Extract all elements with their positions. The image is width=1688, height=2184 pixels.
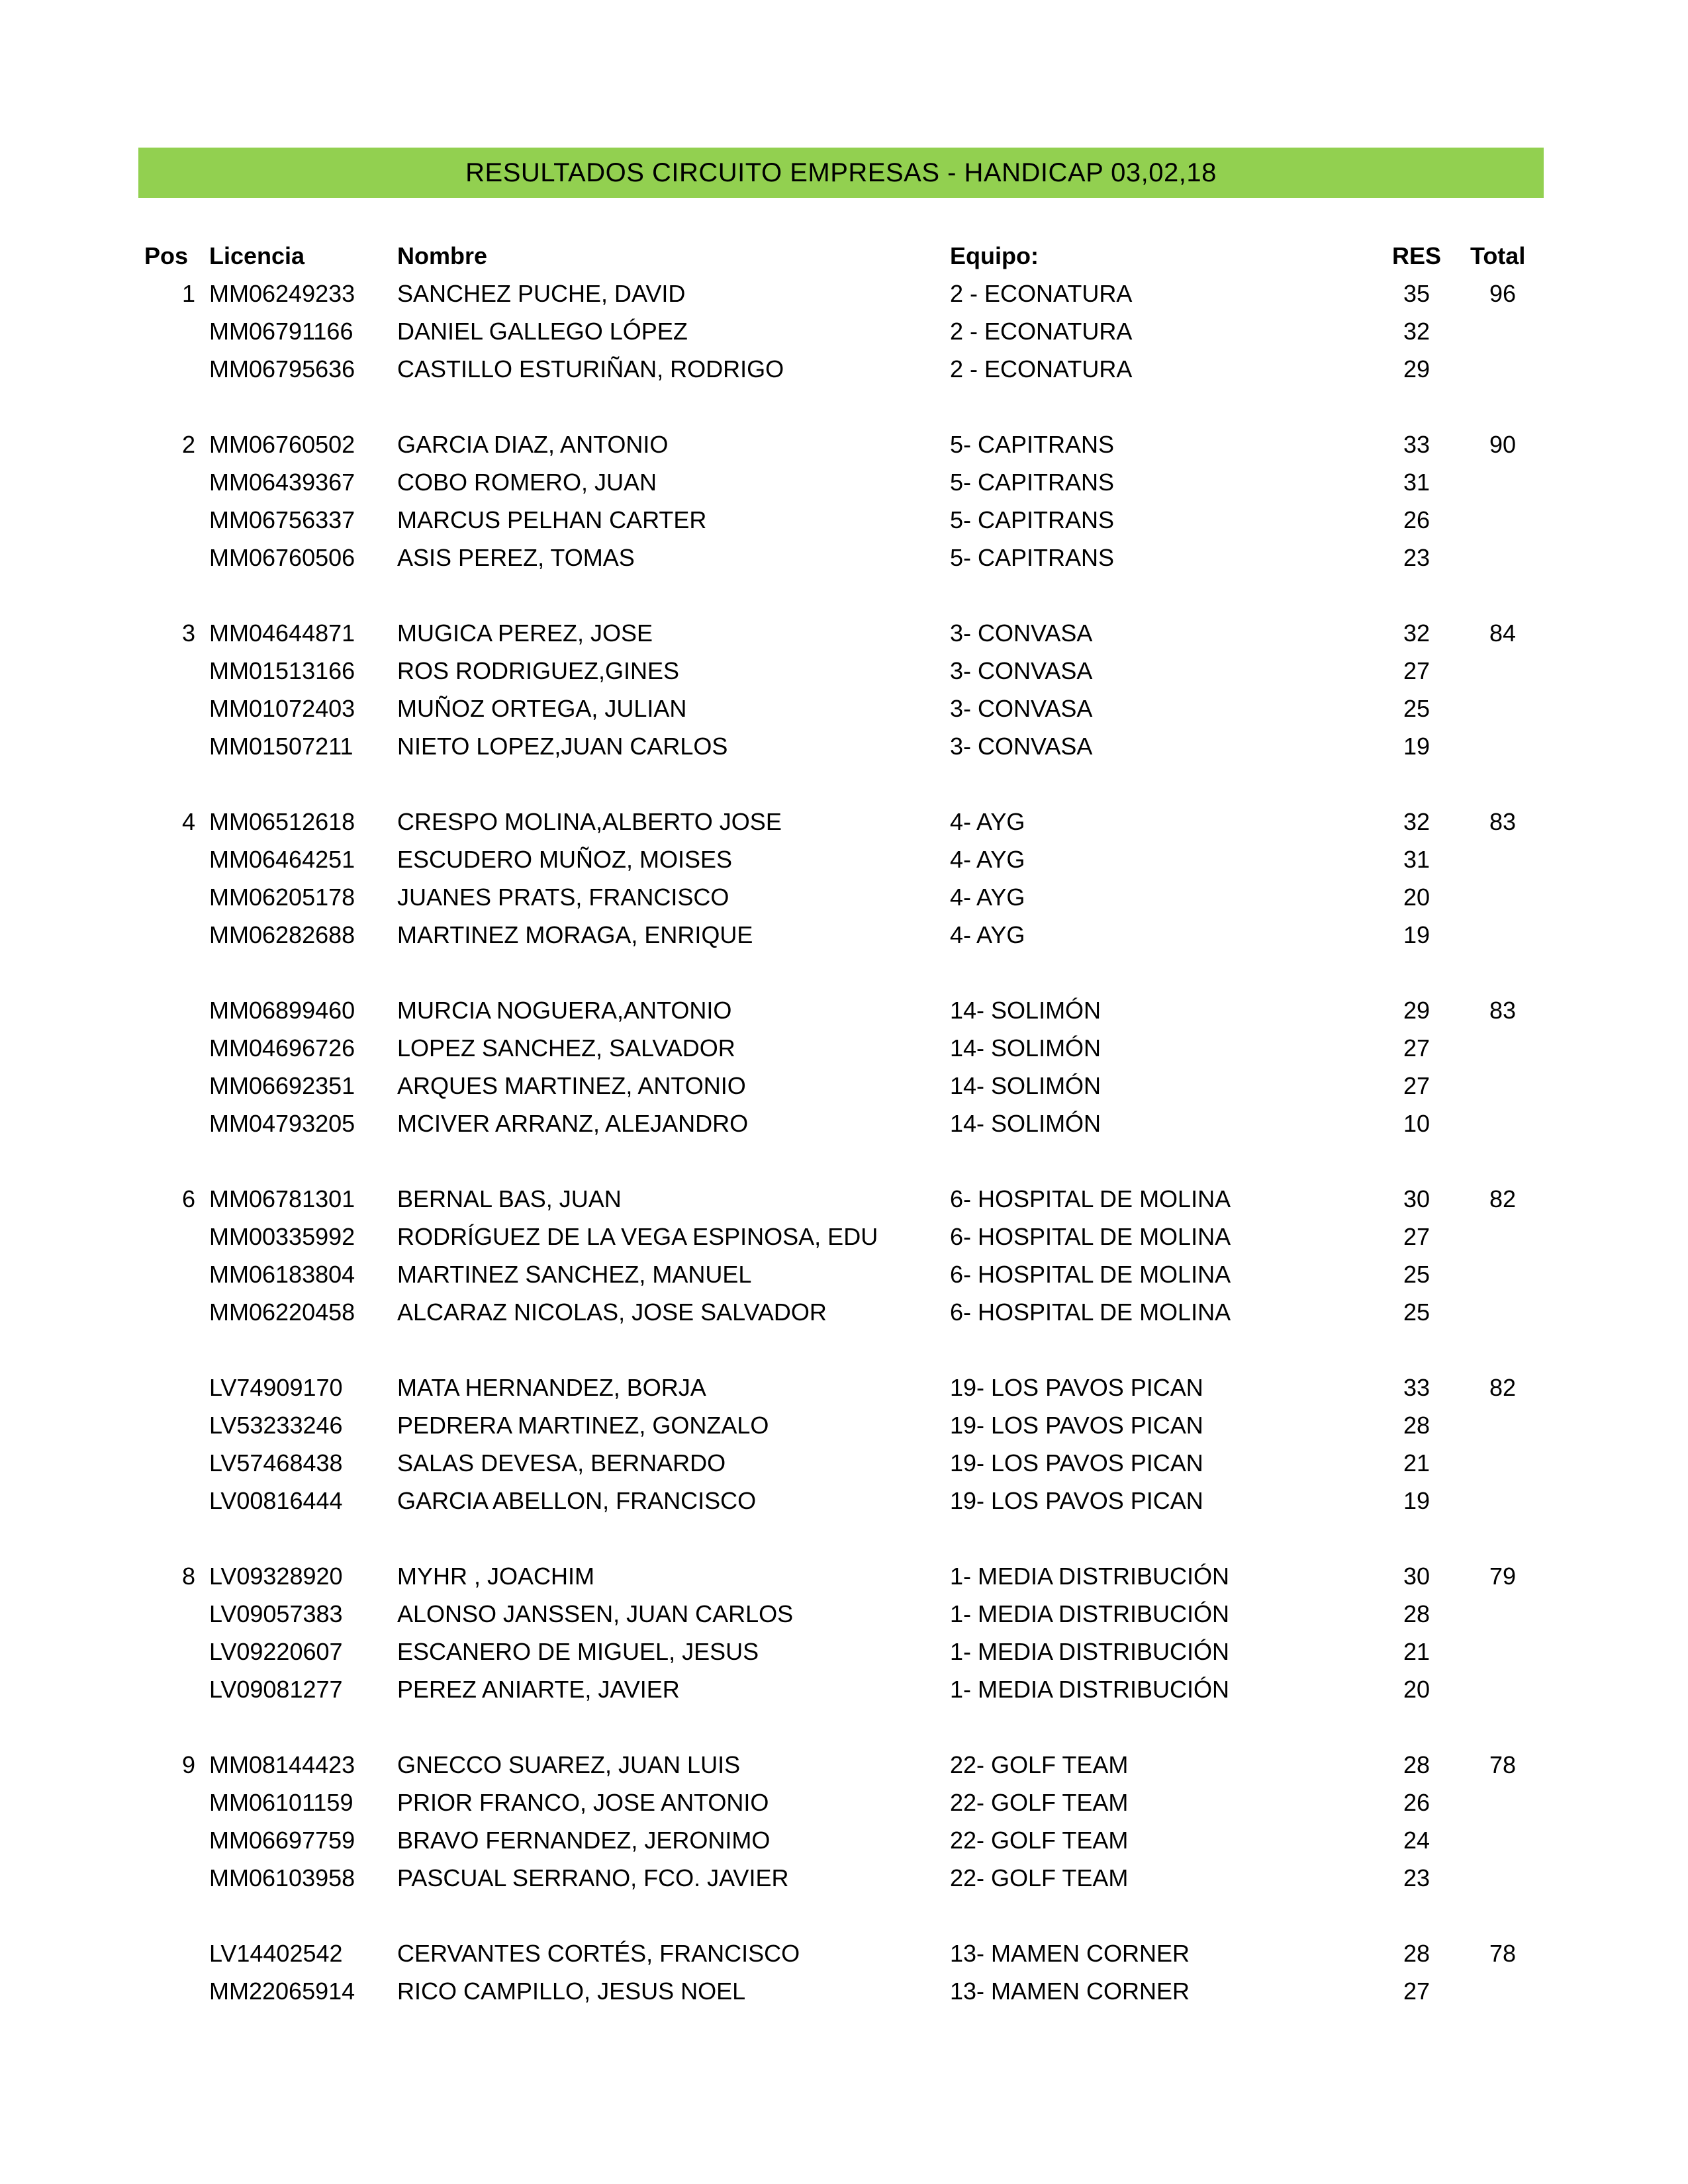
table-row [0,1406,1688,1444]
cell-licencia: MM06103958 [209,1864,355,1891]
cell-equipo: 5- CAPITRANS [950,431,1115,458]
cell-res: 31 [1403,846,1430,873]
cell-equipo: 14- SOLIMÓN [950,1034,1102,1062]
cell-nombre: ALONSO JANSSEN, JUAN CARLOS [397,1600,794,1627]
cell-equipo: 5- CAPITRANS [950,506,1115,533]
table-row [0,1670,1688,1708]
cell-equipo: 19- LOS PAVOS PICAN [950,1374,1203,1401]
table-row [0,1784,1688,1821]
cell-nombre: COBO ROMERO, JUAN [397,469,657,496]
cell-nombre: MARCUS PELHAN CARTER [397,506,707,533]
table-row [0,614,1688,652]
cell-res: 28 [1403,1600,1430,1627]
table-row [0,991,1688,1029]
cell-nombre: CRESPO MOLINA,ALBERTO JOSE [397,808,782,835]
cell-nombre: MCIVER ARRANZ, ALEJANDRO [397,1110,749,1137]
cell-licencia: MM06781301 [209,1185,355,1212]
cell-equipo: 14- SOLIMÓN [950,1072,1102,1099]
cell-res: 32 [1403,619,1430,647]
cell-licencia: MM06512618 [209,808,355,835]
cell-equipo: 1- MEDIA DISTRIBUCIÓN [950,1600,1230,1627]
table-row [0,803,1688,841]
cell-total: 79 [1489,1563,1517,1590]
table-row [0,1218,1688,1255]
cell-equipo: 19- LOS PAVOS PICAN [950,1487,1203,1514]
cell-equipo: 1- MEDIA DISTRIBUCIÓN [950,1676,1230,1703]
cell-equipo: 19- LOS PAVOS PICAN [950,1449,1203,1477]
cell-nombre: MYHR , JOACHIM [397,1563,595,1590]
cell-licencia: MM01072403 [209,695,355,722]
cell-equipo: 14- SOLIMÓN [950,1110,1102,1137]
cell-nombre: PASCUAL SERRANO, FCO. JAVIER [397,1864,789,1891]
table-row [0,1633,1688,1670]
cell-res: 23 [1403,1864,1430,1891]
table-row [0,878,1688,916]
cell-equipo: 5- CAPITRANS [950,544,1115,571]
cell-pos: 3 [181,619,195,647]
page-title-bar [138,148,1544,198]
cell-res: 32 [1403,808,1430,835]
cell-res: 25 [1403,1261,1430,1288]
cell-res: 28 [1403,1412,1430,1439]
cell-res: 27 [1403,1978,1430,2005]
cell-nombre: RODRÍGUEZ DE LA VEGA ESPINOSA, EDU [397,1223,878,1250]
table-row [0,275,1688,312]
header-pos: Pos [144,242,189,269]
cell-nombre: PEREZ ANIARTE, JAVIER [397,1676,680,1703]
cell-licencia: LV09057383 [209,1600,343,1627]
cell-equipo: 22- GOLF TEAM [950,1789,1129,1816]
cell-total: 82 [1489,1374,1517,1401]
cell-equipo: 22- GOLF TEAM [950,1751,1129,1778]
cell-nombre: ROS RODRIGUEZ,GINES [397,657,680,684]
cell-total: 83 [1489,808,1517,835]
table-row [0,1859,1688,1897]
table-row [0,1105,1688,1142]
cell-nombre: ESCUDERO MUÑOZ, MOISES [397,846,733,873]
cell-pos: 6 [181,1185,195,1212]
cell-pos: 4 [181,808,195,835]
header-equipo: Equipo: [950,242,1039,269]
cell-licencia: MM06220458 [209,1298,355,1326]
cell-res: 27 [1403,1034,1430,1062]
cell-equipo: 4- AYG [950,921,1025,948]
table-row [0,463,1688,501]
cell-licencia: LV09081277 [209,1676,343,1703]
cell-nombre: MARTINEZ MORAGA, ENRIQUE [397,921,753,948]
table-row [0,841,1688,878]
cell-licencia: MM22065914 [209,1978,355,2005]
cell-licencia: MM01507211 [209,733,353,760]
cell-res: 25 [1403,1298,1430,1326]
cell-res: 20 [1403,1676,1430,1703]
cell-licencia: LV09220607 [209,1638,343,1665]
cell-licencia: MM00335992 [209,1223,355,1250]
cell-nombre: SALAS DEVESA, BERNARDO [397,1449,726,1477]
cell-licencia: MM06760506 [209,544,355,571]
cell-total: 78 [1489,1940,1517,1967]
cell-total: 83 [1489,997,1517,1024]
cell-res: 33 [1403,431,1430,458]
cell-licencia: MM06692351 [209,1072,355,1099]
cell-licencia: MM06183804 [209,1261,355,1288]
cell-res: 29 [1403,997,1430,1024]
cell-licencia: LV00816444 [209,1487,343,1514]
cell-equipo: 22- GOLF TEAM [950,1827,1129,1854]
cell-res: 20 [1403,884,1430,911]
cell-nombre: SANCHEZ PUCHE, DAVID [397,280,686,307]
cell-total: 78 [1489,1751,1517,1778]
cell-licencia: MM06791166 [209,318,353,345]
cell-res: 31 [1403,469,1430,496]
cell-res: 21 [1403,1449,1430,1477]
table-row [0,1746,1688,1784]
cell-pos: 9 [181,1751,195,1778]
table-row [0,1293,1688,1331]
header-nombre: Nombre [397,242,488,269]
cell-licencia: MM06282688 [209,921,355,948]
cell-res: 10 [1403,1110,1430,1137]
cell-licencia: LV53233246 [209,1412,343,1439]
cell-total: 96 [1489,280,1517,307]
cell-pos: 8 [181,1563,195,1590]
cell-nombre: DANIEL GALLEGO LÓPEZ [397,318,688,345]
table-row [0,1595,1688,1633]
cell-licencia: MM06249233 [209,280,355,307]
cell-pos: 1 [181,280,195,307]
table-row [0,1067,1688,1105]
cell-nombre: MATA HERNANDEZ, BORJA [397,1374,706,1401]
cell-res: 24 [1403,1827,1430,1854]
cell-licencia: MM06899460 [209,997,355,1024]
cell-equipo: 6- HOSPITAL DE MOLINA [950,1223,1231,1250]
cell-licencia: MM06464251 [209,846,355,873]
cell-licencia: MM06697759 [209,1827,355,1854]
cell-equipo: 1- MEDIA DISTRIBUCIÓN [950,1638,1230,1665]
cell-equipo: 19- LOS PAVOS PICAN [950,1412,1203,1439]
table-row [0,1444,1688,1482]
cell-res: 19 [1403,1487,1430,1514]
cell-res: 26 [1403,1789,1430,1816]
cell-res: 27 [1403,1223,1430,1250]
header-res: RES [1392,242,1442,269]
cell-nombre: BRAVO FERNANDEZ, JERONIMO [397,1827,771,1854]
cell-res: 21 [1403,1638,1430,1665]
table-row [0,1255,1688,1293]
cell-nombre: GNECCO SUAREZ, JUAN LUIS [397,1751,741,1778]
cell-nombre: PRIOR FRANCO, JOSE ANTONIO [397,1789,769,1816]
cell-nombre: CERVANTES CORTÉS, FRANCISCO [397,1940,800,1967]
cell-nombre: PEDRERA MARTINEZ, GONZALO [397,1412,769,1439]
cell-total: 82 [1489,1185,1517,1212]
cell-res: 35 [1403,280,1430,307]
cell-res: 29 [1403,355,1430,383]
cell-equipo: 2 - ECONATURA [950,280,1133,307]
cell-equipo: 6- HOSPITAL DE MOLINA [950,1261,1231,1288]
cell-licencia: MM06439367 [209,469,355,496]
table-row [0,916,1688,954]
table-row [0,312,1688,350]
cell-res: 32 [1403,318,1430,345]
cell-licencia: MM06760502 [209,431,355,458]
cell-equipo: 4- AYG [950,846,1025,873]
page-title: RESULTADOS CIRCUITO EMPRESAS - HANDICAP 03,02,18 [465,158,1217,187]
cell-equipo: 1- MEDIA DISTRIBUCIÓN [950,1563,1230,1590]
cell-equipo: 2 - ECONATURA [950,355,1133,383]
cell-total: 84 [1489,619,1517,647]
cell-equipo: 14- SOLIMÓN [950,997,1102,1024]
table-row [0,1482,1688,1520]
cell-equipo: 13- MAMEN CORNER [950,1940,1190,1967]
cell-licencia: LV57468438 [209,1449,343,1477]
cell-nombre: MUGICA PEREZ, JOSE [397,619,653,647]
table-row [0,1369,1688,1406]
cell-nombre: MURCIA NOGUERA,ANTONIO [397,997,732,1024]
cell-equipo: 22- GOLF TEAM [950,1864,1129,1891]
header-total: Total [1470,242,1526,269]
cell-equipo: 3- CONVASA [950,619,1093,647]
cell-total: 90 [1489,431,1517,458]
cell-licencia: MM08144423 [209,1751,355,1778]
cell-res: 19 [1403,733,1430,760]
table-row [0,1180,1688,1218]
cell-nombre: ASIS PEREZ, TOMAS [397,544,635,571]
cell-licencia: MM06756337 [209,506,355,533]
table-row [0,350,1688,388]
cell-res: 27 [1403,1072,1430,1099]
cell-licencia: MM04696726 [209,1034,355,1062]
table-row [0,1557,1688,1595]
cell-pos: 2 [181,431,195,458]
cell-equipo: 2 - ECONATURA [950,318,1133,345]
table-row [0,1934,1688,1972]
cell-licencia: MM04644871 [209,619,355,647]
cell-nombre: GARCIA ABELLON, FRANCISCO [397,1487,757,1514]
cell-licencia: MM06795636 [209,355,355,383]
cell-res: 23 [1403,544,1430,571]
cell-licencia: MM06101159 [209,1789,353,1816]
cell-res: 28 [1403,1940,1430,1967]
cell-licencia: LV14402542 [209,1940,343,1967]
cell-equipo: 5- CAPITRANS [950,469,1115,496]
cell-nombre: LOPEZ SANCHEZ, SALVADOR [397,1034,735,1062]
table-row [0,727,1688,765]
cell-res: 28 [1403,1751,1430,1778]
table-row [0,1821,1688,1859]
cell-nombre: BERNAL BAS, JUAN [397,1185,622,1212]
cell-equipo: 3- CONVASA [950,657,1093,684]
cell-equipo: 4- AYG [950,884,1025,911]
cell-equipo: 3- CONVASA [950,695,1093,722]
cell-res: 25 [1403,695,1430,722]
cell-nombre: ALCARAZ NICOLAS, JOSE SALVADOR [397,1298,827,1326]
cell-equipo: 3- CONVASA [950,733,1093,760]
cell-equipo: 6- HOSPITAL DE MOLINA [950,1185,1231,1212]
cell-res: 33 [1403,1374,1430,1401]
cell-nombre: ESCANERO DE MIGUEL, JESUS [397,1638,759,1665]
table-row [0,690,1688,727]
cell-licencia: LV74909170 [209,1374,343,1401]
table-header [0,237,1688,275]
table-row [0,501,1688,539]
cell-res: 30 [1403,1563,1430,1590]
cell-nombre: NIETO LOPEZ,JUAN CARLOS [397,733,728,760]
cell-nombre: MARTINEZ SANCHEZ, MANUEL [397,1261,752,1288]
cell-licencia: MM01513166 [209,657,355,684]
cell-equipo: 4- AYG [950,808,1025,835]
cell-res: 26 [1403,506,1430,533]
cell-nombre: MUÑOZ ORTEGA, JULIAN [397,695,687,722]
cell-nombre: ARQUES MARTINEZ, ANTONIO [397,1072,746,1099]
table-row [0,652,1688,690]
cell-licencia: MM06205178 [209,884,355,911]
table-row [0,1972,1688,2010]
cell-res: 19 [1403,921,1430,948]
cell-res: 27 [1403,657,1430,684]
cell-licencia: LV09328920 [209,1563,343,1590]
cell-nombre: JUANES PRATS, FRANCISCO [397,884,729,911]
cell-res: 30 [1403,1185,1430,1212]
cell-nombre: GARCIA DIAZ, ANTONIO [397,431,669,458]
table-row [0,539,1688,576]
table-row [0,1029,1688,1067]
table-row [0,426,1688,463]
cell-nombre: RICO CAMPILLO, JESUS NOEL [397,1978,746,2005]
cell-equipo: 6- HOSPITAL DE MOLINA [950,1298,1231,1326]
header-licencia: Licencia [209,242,305,269]
cell-equipo: 13- MAMEN CORNER [950,1978,1190,2005]
cell-licencia: MM04793205 [209,1110,355,1137]
cell-nombre: CASTILLO ESTURIÑAN, RODRIGO [397,355,784,383]
